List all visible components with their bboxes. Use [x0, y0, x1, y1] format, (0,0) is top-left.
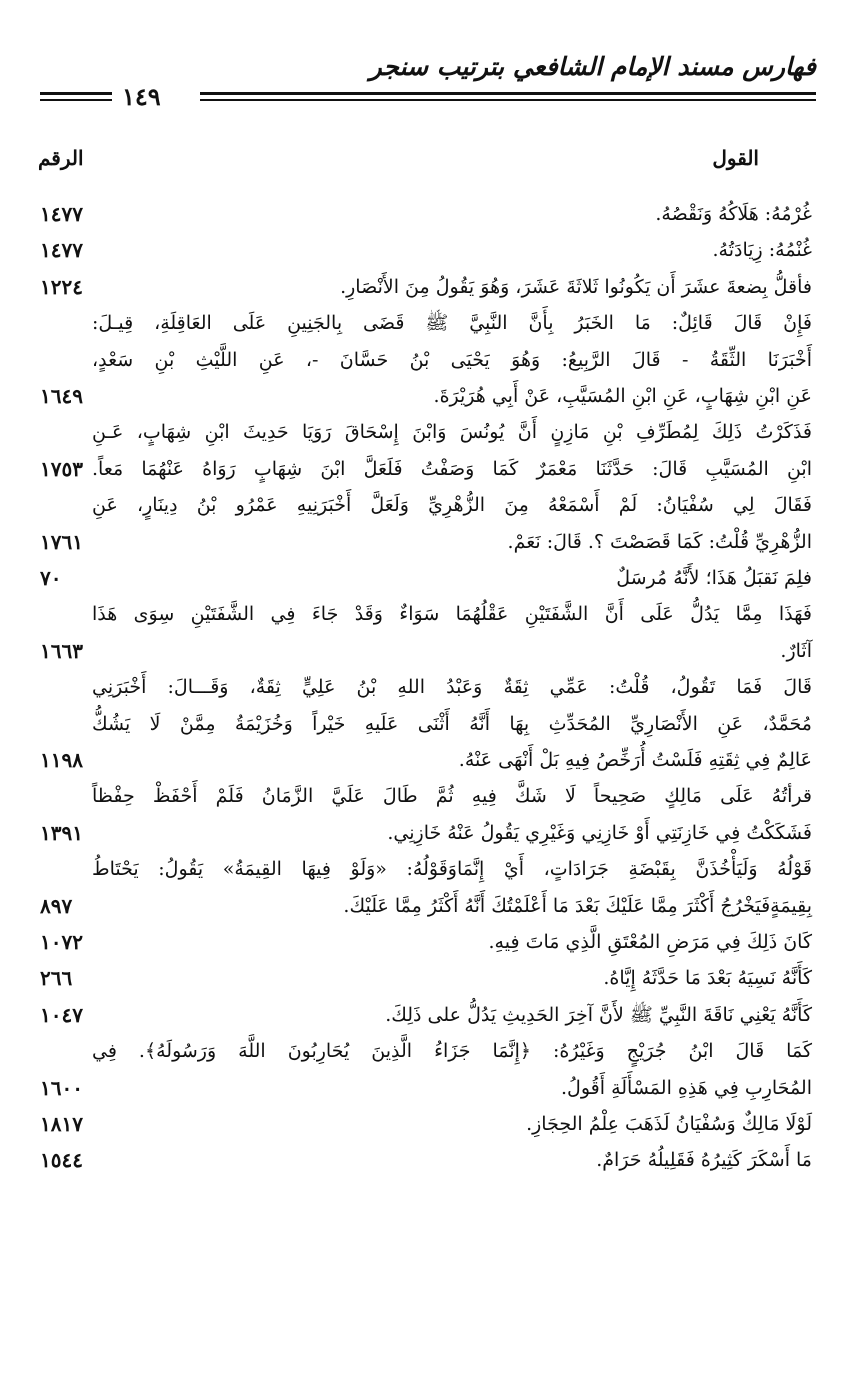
index-line [0, 596, 856, 632]
index-line [0, 524, 856, 560]
index-line [0, 196, 856, 232]
statement-text: بِقِيمَةٍفَيَخْرُجُ أَكْثَرَ مِمَّا عَلَيْكَ بَعْدَ مَا أَعْلَمْتُكَ أَنَّهُ أَكْثَرُ مِمَّا عَلَيْكَ. [343, 894, 812, 917]
index-line [0, 487, 856, 523]
index-line [0, 342, 856, 378]
statement-text: مُحَمَّدٌ، عَنِ الأَنْصَارِيِّ المُحَدِّثِ بِهَا أَنَّهُ أَثْنَى عَلَيهِ خَيْراً وَخُزَيْمَةُ مِمَّنْ لَا يَشُكُّ [92, 712, 812, 735]
index-line [0, 414, 856, 450]
column-header-number: الرقم [38, 146, 84, 170]
statement-text: كَأَنَّهُ نَسِيَهُ بَعْدَ مَا حَدَّثَهُ إِيَّاهُ. [603, 967, 812, 990]
statement-text: عَالِمٌ فِي ثِقَتِهِ فَلَسْتُ أُرَخِّصُ فِيهِ بَلْ أَنْهَى عَنْهُ. [458, 749, 812, 771]
statement-text: كَأَنَّهُ يَعْنِي نَاقَةَ النَّبِيِّ ﷺ لأَنَّ آخِرَ الحَدِيثِ يَدُلُّ على ذَلِكَ. [385, 1003, 812, 1026]
reference-number: ١٨١٧ [40, 1112, 83, 1136]
index-line [0, 1033, 856, 1069]
running-header-title: فهارس مسند الإمام الشافعي بترتيب سنجر [369, 52, 816, 81]
index-line [0, 997, 856, 1033]
index-line [0, 378, 856, 414]
reference-number: ٨٩٧ [40, 893, 73, 918]
statement-text: أَخْبَرَنَا الثِّقَةُ - قَالَ الرَّبِيعُ: وَهُوَ يَحْيَى بْنُ حَسَّانَ -، عَنِ اللَّيْثِ بْنِ سَعْدٍ، [92, 348, 812, 371]
reference-number: ١٤٧٧ [40, 238, 83, 263]
reference-number: ١١٩٨ [40, 748, 83, 772]
statement-text: كَانَ ذَلِكَ فِي مَرَضِ المُعْتَقِ الَّذِي مَاتَ فِيهِ. [488, 931, 812, 953]
index-line [0, 706, 856, 742]
statement-text: عَنِ ابْنِ شِهَابٍ، عَنِ ابْنِ المُسَيَّبِ، عَنْ أَبِي هُرَيْرَةَ. [433, 385, 812, 407]
statement-text: فَإِنْ قَالَ قَائِلٌ: مَا الخَبَرُ بِأَنَّ النَّبِيَّ ﷺ قَضَى بِالجَنِينِ عَلَى العَاقِلَةِ، قِيـلَ: [92, 312, 812, 335]
index-line [0, 851, 856, 887]
statement-text: قَوْلُهُ وَلَيَأْخُذَنَّ بِقَبْضَةِ جَرَادَاتٍ، أَيْ إِنَّمَاوَقَوْلُهُ: «وَلَوْ فِيهَا القِيمَةُ» يَقُولُ: يَحْتَاطُ [92, 858, 812, 881]
statement-text: فأقلُّ بِضعةَ عشَرَ أَن يَكُونُوا ثَلاثَةَ عَشَرَ، وَهُوَ يَقُولُ مِنَ الأَنْصَارِ. [340, 275, 812, 298]
reference-number: ١٥٤٤ [40, 1148, 83, 1173]
index-line [0, 305, 856, 341]
index-line [0, 669, 856, 705]
statement-text: فَذَكَرْتُ ذَلِكَ لِمُطَرِّفِ بْنِ مَازِنٍ أَنَّ يُونُسَ وَابْنَ إِسْحَاقَ رَوَيَا حَدِيثَ ابْنِ شِهَابٍ، عَـنِ [92, 421, 812, 444]
reference-number: ١٣٩١ [40, 820, 83, 845]
index-line [0, 742, 856, 778]
index-line [0, 778, 856, 814]
index-line [0, 1070, 856, 1106]
statement-text: غُنْمُهُ: زِيَادَتُهُ. [712, 239, 812, 262]
reference-number: ١٦٤٩ [40, 384, 83, 408]
reference-number: ١٢٢٤ [40, 274, 83, 299]
statement-text: الزُّهْرِيِّ قُلْتُ: كَمَا قَصَصْتَ ؟. قَالَ: نَعَمْ. [507, 530, 812, 553]
index-line [0, 888, 856, 924]
statement-text: كَمَا قَالَ ابْنُ جُرَيْجٍ وَغَيْرُهُ: ﴿إِنَّمَا جَزَاءُ الَّذِينَ يُحَارِبُونَ اللَّهَ وَرَسُولَهُ﴾. فِي [92, 1040, 812, 1063]
reference-number: ١٦٦٣ [40, 638, 83, 663]
header-rule [40, 99, 112, 101]
reference-number: ١٦٠٠ [40, 1075, 83, 1100]
index-line [0, 1106, 856, 1142]
reference-number: ١٧٥٣ [40, 456, 83, 481]
statement-text: غُرْمُهُ: هَلَاكُهُ وَنَقْصُهُ. [655, 203, 812, 225]
statement-text: فَشَكَكْتُ فِي خَازِنَتِي أَوْ خَازِنِي وَغَيْرِي يَقُولُ عَنْهُ خَازِنِي. [387, 821, 812, 844]
reference-number: ٧٠ [40, 566, 62, 590]
statement-text: آثَارٌ. [780, 639, 812, 662]
index-line [0, 451, 856, 487]
statement-text: ابْنِ المُسَيَّبِ قَالَ: حَدَّثَنَا مَعْمَرٌ كَمَا وَصَفْتُ فَلَعَلَّ ابْنَ شِهَابٍ رَوَاهُ عَنْهُمَا مَعاً. [92, 457, 812, 480]
index-line [0, 960, 856, 996]
reference-number: ١٠٤٧ [40, 1002, 83, 1027]
statement-text: مَا أَسْكَرَ كَثِيرُهُ فَقَلِيلُهُ حَرَامٌ. [596, 1149, 812, 1172]
statement-text: المُحَارِبِ فِي هَذِهِ المَسْأَلَةِ أَقُولُ. [561, 1076, 812, 1099]
index-line [0, 633, 856, 669]
column-header-statement: القول [712, 146, 759, 170]
header-rule [200, 99, 816, 101]
index-line [0, 269, 856, 305]
statement-text: قرأتُهُ عَلَى مَالِكٍ صَحِيحاً لَا شَكَّ فِيهِ ثُمَّ طَالَ عَلَيَّ الزَّمَانُ فَلَمْ أَحْفَظْ حِفْظاً [92, 785, 812, 808]
statement-text: فَهَذَا مِمَّا يَدُلُّ عَلَى أَنَّ الشَّفَتَيْنِ عَقْلُهُمَا سَوَاءٌ وَقَدْ جَاءَ فِي الشَّفَتَيْنِ سِوَى هَذَا [92, 603, 812, 626]
reference-number: ١٠٧٢ [40, 930, 83, 954]
header-rule [40, 92, 112, 95]
index-line [0, 924, 856, 960]
statement-text: فَقَالَ لِي سُفْيَانُ: لَمْ أَسْمَعْهُ مِنَ الزُّهْرِيِّ وَلَعَلَّ أَخْبَرَنِيهِ عَمْرُو بْنُ دِينَارٍ، عَنِ [92, 494, 812, 517]
reference-number: ٢٦٦ [40, 966, 73, 991]
statement-text: قَالَ فَمَا تَقُولُ، قُلْتُ: عَمِّي ثِقَةٌ وَعَبْدُ اللهِ بْنُ عَلِيٍّ ثِقَةٌ، وَقَـــالَ: أَخْبَرَنِي [92, 676, 812, 699]
page-number: ١٤٩ [122, 82, 161, 111]
reference-number: ١٧٦١ [40, 529, 83, 554]
index-line [0, 232, 856, 268]
statement-text: لَوْلَا مَالِكٌ وَسُفْيَانُ لَذَهَبَ عِلْمُ الحِجَازِ. [526, 1113, 812, 1135]
header-rule [200, 92, 816, 95]
statement-text: فلِمَ نَقبَلُ هَذَا؛ لأَنَّهُ مُرسَلٌ [616, 567, 812, 589]
index-line [0, 1142, 856, 1178]
reference-number: ١٤٧٧ [40, 202, 83, 226]
index-line [0, 560, 856, 596]
index-line [0, 815, 856, 851]
